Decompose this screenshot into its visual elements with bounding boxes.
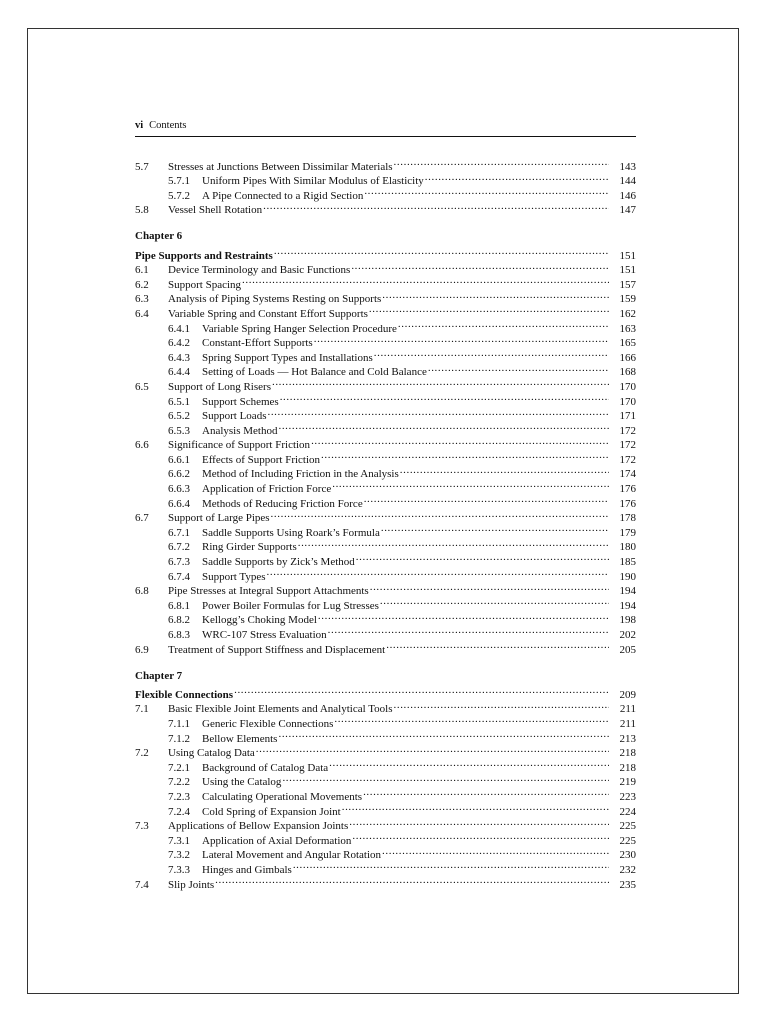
section-title: Support Types [202,570,266,583]
section-number: 6.7.2 [168,541,190,554]
section-title: Variable Spring Hanger Selection Procedure [202,322,397,335]
dot-leader [428,361,609,376]
page-number: 165 [619,337,636,350]
page-number: 176 [619,483,636,496]
section-title: Stresses at Junctions Between Dissimilar Materials [168,160,393,173]
section-title: Spring Support Types and Installations [202,351,373,364]
section-title: Kellogg’s Choking Model [202,614,317,627]
section-number: 5.8 [135,204,149,217]
page-number: 209 [619,688,636,701]
dot-leader [278,727,609,742]
section-number: 7.2.3 [168,790,190,803]
section-title: Treatment of Support Stiffness and Displacement [168,643,386,656]
page-number: 143 [619,160,636,173]
section-number: 7.1 [135,703,149,716]
page-number: 176 [619,497,636,510]
section-number: 6.8.2 [168,614,190,627]
page-number: 170 [619,380,636,393]
dot-leader [318,609,609,624]
section-title: Saddle Supports by Zick’s Method [202,556,355,569]
section-title: Significance of Support Friction [168,439,311,452]
section-title: WRC-107 Stress Evaluation [202,629,327,641]
page-number: 180 [619,541,636,554]
page-number: 162 [619,307,636,320]
dot-leader [267,405,609,420]
section-number: 7.4 [135,878,149,891]
page-number: 225 [619,834,636,847]
section-title: Using Catalog Data [168,747,255,760]
page-number: 166 [619,351,636,364]
section-title: A Pipe Connected to a Rigid Section [202,189,364,202]
dot-leader [382,844,609,859]
page-number: 225 [619,820,636,833]
page-number: 211 [619,717,636,730]
section-number: 6.7.3 [168,556,190,569]
page-number: 213 [619,732,636,745]
page-number: 151 [619,249,636,262]
section-title: Bellow Elements [202,732,278,745]
page-number: 172 [619,439,636,452]
dot-leader [364,492,609,507]
section-title: Constant-Effort Supports [202,337,313,350]
dot-leader [293,858,609,873]
page-number: 190 [619,570,636,583]
section-title: Application of Friction Force [202,483,332,496]
section-number: 6.4.2 [168,337,190,350]
running-header-title: Contents [149,120,187,131]
dot-leader [381,521,609,536]
dot-leader [382,288,609,303]
dot-leader [342,800,609,815]
dot-leader [394,698,610,713]
page-number: 172 [619,424,636,437]
section-number: 6.5.3 [168,424,190,437]
section-title: Ring Girder Supports [202,541,297,554]
dot-leader [274,244,609,259]
dot-leader [328,623,609,638]
section-number: 7.2.1 [168,761,190,774]
dot-leader [278,419,609,434]
section-number: 6.2 [135,278,149,291]
section-title: Power Boiler Formulas for Lug Stresses [202,599,379,612]
chapter-title: Flexible Connections [135,688,234,701]
section-title: Setting of Loads — Hot Balance and Cold Balance [202,366,427,379]
section-title: Generic Flexible Connections [202,717,334,730]
section-number: 6.6.2 [168,468,190,481]
section-number: 6.5 [135,380,149,393]
section-number: 7.2 [135,747,149,760]
page-number: 147 [619,204,636,217]
section-title: Effects of Support Friction [202,453,321,466]
section-title: Application of Axial Deformation [202,834,352,847]
section-title: Support of Long Risers [168,380,271,393]
dot-leader [256,742,609,757]
toc-section [135,213,636,656]
chapter-label: Chapter 7 [135,669,183,682]
section-number: 6.3 [135,293,149,306]
dot-leader [311,434,609,449]
section-title: Methods of Reducing Friction Force [202,497,363,510]
page-number: 163 [619,322,636,335]
section-number: 7.3 [135,820,149,833]
dot-leader [321,448,609,463]
dot-leader [380,594,609,609]
page-number: 157 [619,278,636,291]
section-title: Support Loads [202,410,267,423]
page-number: 159 [619,293,636,306]
section-title: Pipe Stresses at Integral Support Attachments [168,585,369,598]
section-title: Support Spacing [168,278,242,291]
dot-leader [298,536,609,551]
dot-leader [334,712,609,727]
page-number: 194 [619,599,636,612]
dot-leader [400,463,609,478]
dot-leader [242,273,609,288]
page-number: 170 [619,395,636,408]
section-number: 7.2.2 [168,776,190,789]
section-title: Analysis Method [202,424,278,437]
section-number: 6.9 [135,643,149,656]
section-title: Support Schemes [202,395,279,408]
page-number: 185 [619,556,636,569]
page-number-roman: vi [135,120,144,131]
section-number: 6.6 [135,439,149,452]
section-number: 5.7 [135,160,149,173]
section-number: 5.7.2 [168,189,190,202]
dot-leader [234,683,609,698]
page-number: 172 [619,453,636,466]
dot-leader [267,565,609,580]
section-number: 7.3.3 [168,863,190,876]
page-number: 211 [619,703,636,716]
section-title: Variable Spring and Constant Effort Supports [168,307,368,320]
dot-leader [271,507,609,522]
page-number: 205 [619,643,636,656]
section-title: Analysis of Piping Systems Resting on Supports [168,293,382,306]
dot-leader [352,829,609,844]
page-number: 224 [619,805,636,818]
section-number: 6.4 [135,307,149,320]
section-number: 6.5.1 [168,395,190,408]
section-number: 6.8.3 [168,629,190,641]
page-number: 151 [619,264,636,277]
page-number: 144 [619,175,636,188]
dot-leader [356,550,609,565]
dot-leader [386,638,609,653]
page-number: 219 [619,776,636,789]
section-title: Lateral Movement and Angular Rotation [202,849,382,862]
chapter-title-entry[interactable] [135,683,636,701]
page-number: 232 [619,863,636,876]
section-title: Vessel Shell Rotation [168,204,263,217]
section-number: 6.7.4 [168,570,190,583]
page-number: 194 [619,585,636,598]
page-number: 202 [619,629,636,641]
page-number: 178 [619,512,636,525]
section-title: Using the Catalog [202,776,282,789]
section-title: Uniform Pipes With Similar Modulus of Elasticity [202,175,424,188]
chapter-title-entry[interactable] [135,244,636,262]
dot-leader [329,756,609,771]
page-number: 146 [619,189,636,202]
dot-leader [425,170,609,185]
section-number: 6.4.4 [168,366,190,379]
section-number: 7.3.2 [168,849,190,862]
dot-leader [370,580,609,595]
section-number: 6.7.1 [168,526,190,539]
chapter-title: Pipe Supports and Restraints [135,249,273,262]
page-number: 179 [619,526,636,539]
page-number: 198 [619,614,636,627]
section-title: Calculating Operational Movements [202,790,363,803]
dot-leader [282,771,609,786]
section-title: Support of Large Pipes [168,512,270,525]
dot-leader [351,259,609,274]
dot-leader [349,815,609,830]
dot-leader [263,199,609,214]
section-number: 7.1.1 [168,717,190,730]
header-rule [135,136,636,137]
page-number: 230 [619,849,636,862]
page-number: 218 [619,761,636,774]
toc-section-entry[interactable] [135,155,636,173]
section-number: 6.8 [135,585,149,598]
section-number: 6.7 [135,512,149,525]
section-number: 5.7.1 [168,175,190,188]
page-number: 223 [619,790,636,803]
dot-leader [364,184,609,199]
toc-content [135,120,636,891]
dot-leader [369,302,609,317]
section-number: 6.6.1 [168,453,190,466]
section-title: Cold Spring of Expansion Joint [202,805,341,818]
dot-leader [272,375,609,390]
running-header [135,120,636,134]
section-title: Slip Joints [168,878,215,891]
dot-leader [280,390,609,405]
dot-leader [374,346,609,361]
section-title: Basic Flexible Joint Elements and Analytical Tools [168,703,393,716]
dot-leader [332,477,609,492]
page-number: 218 [619,747,636,760]
section-number: 7.3.1 [168,834,190,847]
toc-section [135,653,636,891]
section-number: 6.5.2 [168,410,190,423]
section-title: Hinges and Gimbals [202,863,292,876]
dot-leader [363,785,609,800]
chapter-label: Chapter 6 [135,230,183,243]
page-number: 168 [619,366,636,379]
page-number: 174 [619,468,636,481]
section-title: Saddle Supports Using Roark’s Formula [202,526,380,539]
section-number: 7.1.2 [168,732,190,745]
page-number: 171 [619,410,636,423]
section-title: Background of Catalog Data [202,761,329,774]
section-number: 6.4.1 [168,322,190,335]
dot-leader [394,155,609,170]
section-title: Applications of Bellow Expansion Joints [168,820,349,833]
table-of-contents [135,155,636,891]
dot-leader [215,873,609,888]
section-number: 6.6.3 [168,483,190,496]
dot-leader [398,317,609,332]
toc-section [135,155,636,217]
section-number: 6.4.3 [168,351,190,364]
section-title: Device Terminology and Basic Functions [168,264,351,277]
section-number: 6.1 [135,264,149,277]
section-number: 6.8.1 [168,599,190,612]
section-number: 6.6.4 [168,497,190,510]
dot-leader [314,332,609,347]
page-number: 235 [619,878,636,891]
section-title: Method of Including Friction in the Analysis [202,468,399,481]
section-number: 7.2.4 [168,805,190,818]
